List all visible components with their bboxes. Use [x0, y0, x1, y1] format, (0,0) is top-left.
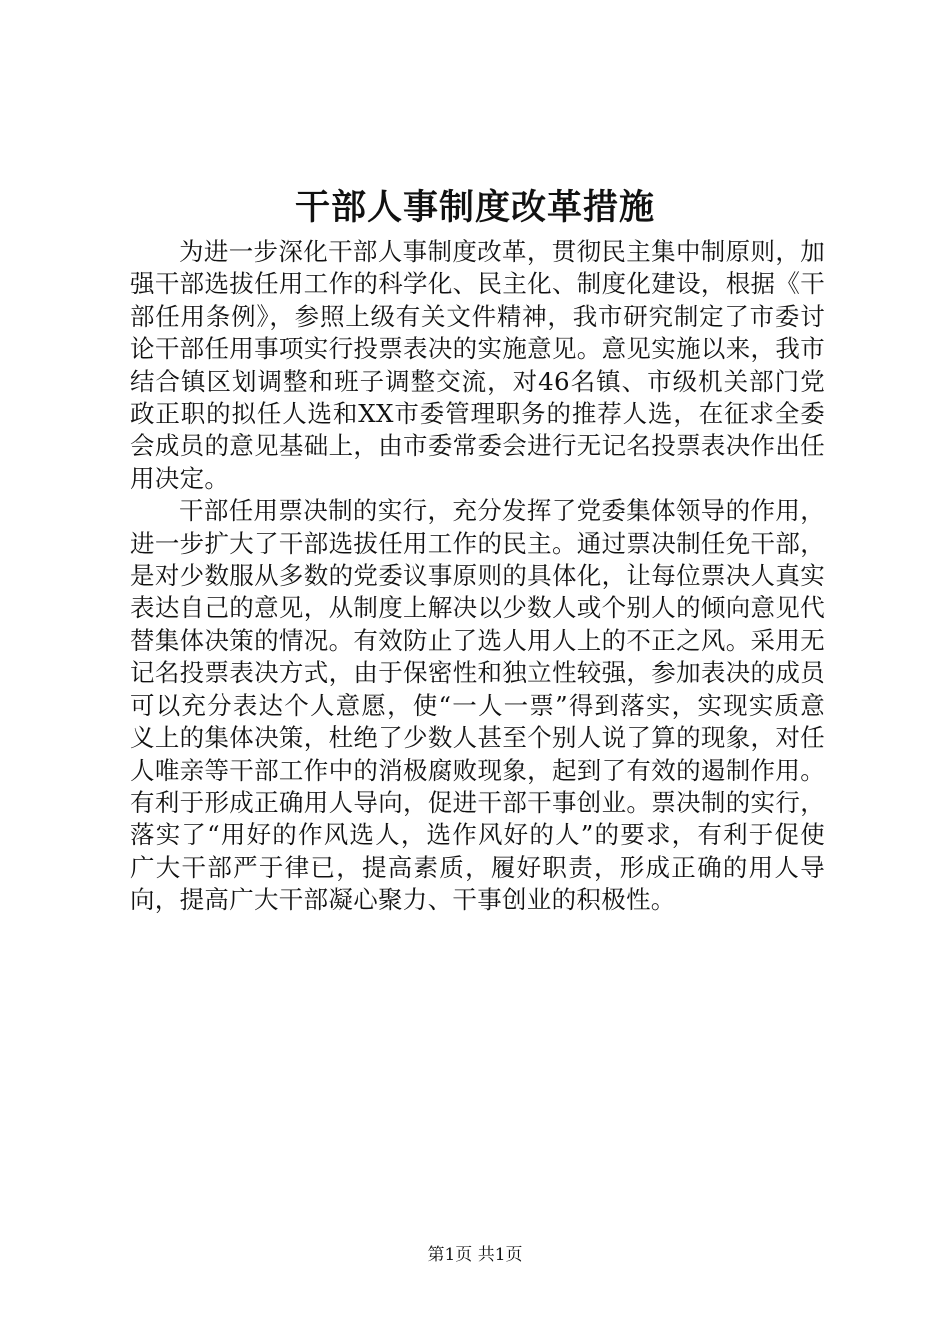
page-number: 第1页 共1页	[427, 1245, 523, 1265]
paragraph: 为进一步深化干部人事制度改革，贯彻民主集中制原则，加强干部选拔任用工作的科学化、民主化、制度化建设，根据《干部任用条例》，参照上级有关文件精神，我市研究制定了市委讨论干部任用事项实行投票表决的实施意见。意见实施以来，我市结合镇区划调整和班子调整交流，对46名镇、市级机关部门党政正职的拟任人选和XX市委管理职务的推荐人选，在征求全委会成员的意见基础上，由市委常委会进行无记名投票表决作出任用决定。	[130, 237, 825, 493]
paragraph: 干部任用票决制的实行，充分发挥了党委集体领导的作用，进一步扩大了干部选拔任用工作的民主。通过票决制任免干部，是对少数服从多数的党委议事原则的具体化，让每位票决人真实表达自己的意见，从制度上解决以少数人或个别人的倾向意见代替集体决策的情况。有效防止了选人用人上的不正之风。采用无记名投票表决方式，由于保密性和独立性较强，参加表决的成员可以充分表达个人意愿，使“一人一票”得到落实，实现实质意义上的集体决策，杜绝了少数人甚至个别人说了算的现象，对任人唯亲等干部工作中的消极腐败现象，起到了有效的遏制作用。有利于形成正确用人导向，促进干部干事创业。票决制的实行，落实了“用好的作风选人，选作风好的人”的要求，有利于促使广大干部严于律已，提高素质，履好职责，形成正确的用人导向，提高广大干部凝心聚力、干事创业的积极性。	[130, 496, 825, 915]
document-title: 干部人事制度改革措施	[294, 187, 655, 228]
document-body	[130, 236, 825, 917]
